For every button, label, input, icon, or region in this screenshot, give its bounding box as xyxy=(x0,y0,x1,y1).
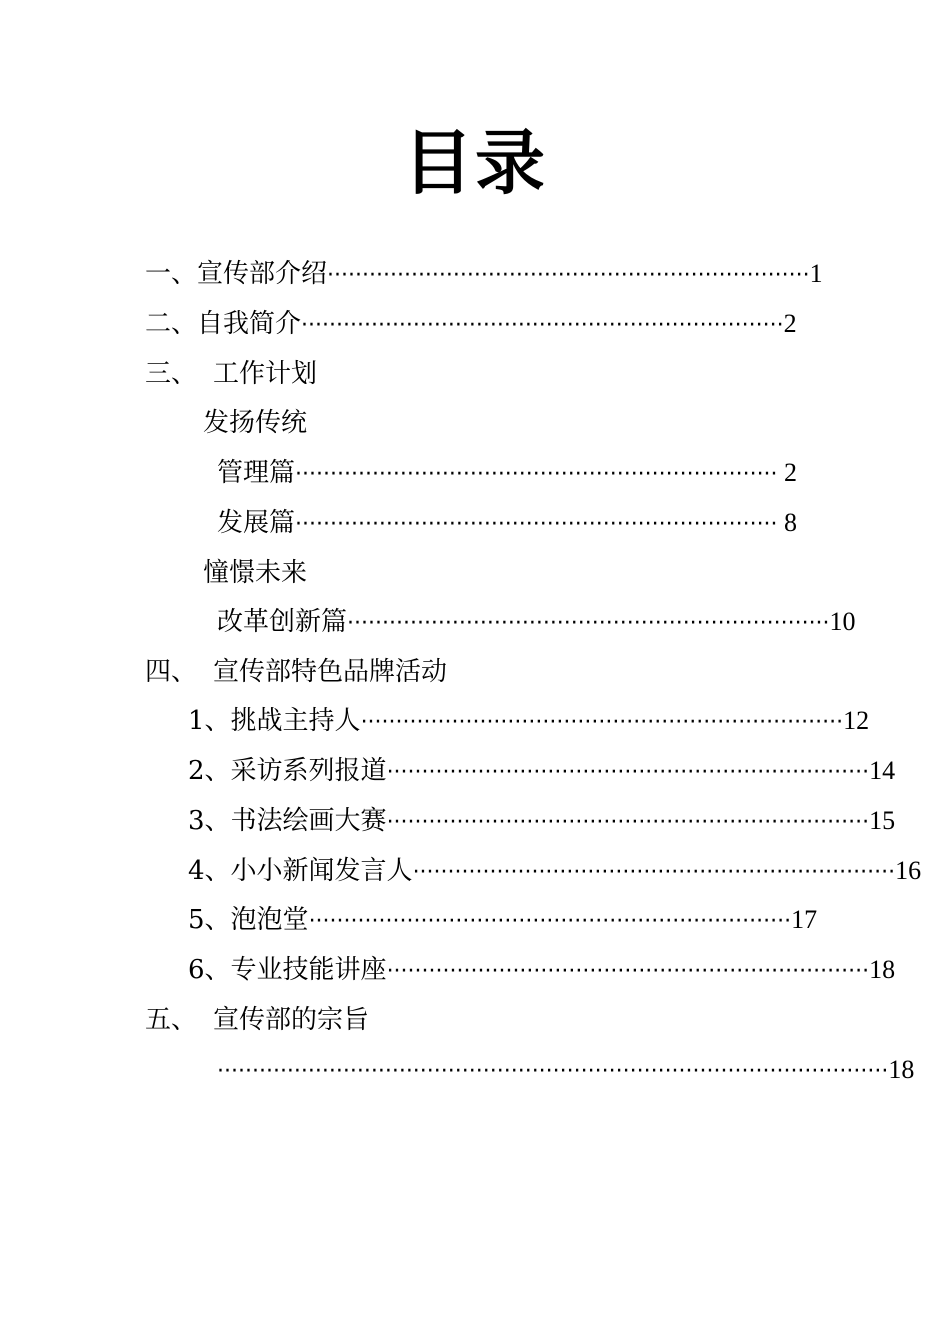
toc-entry[interactable] xyxy=(188,753,896,789)
toc-number: 6、 xyxy=(188,955,231,985)
toc-entry[interactable] xyxy=(188,853,922,889)
toc-page-number: 18 xyxy=(888,1055,915,1084)
toc-leader-dots: ····································································· xyxy=(386,959,870,984)
toc-leader-dots: ····································································· xyxy=(386,760,870,785)
toc-label: 改革创新篇 xyxy=(217,607,348,637)
toc-page-number: 16 xyxy=(895,856,922,885)
toc-number: 2、 xyxy=(188,756,231,786)
toc-entry[interactable] xyxy=(217,1052,915,1088)
page-title: 目录 xyxy=(403,121,547,204)
toc-leader-dots: ····································································· xyxy=(347,611,830,636)
toc-label: 工作计划 xyxy=(213,359,318,389)
toc-leader-dots: ····································································· xyxy=(412,860,896,885)
toc-label: 宣传部特色品牌活动 xyxy=(213,657,448,687)
toc-leader-dots: ····································································· xyxy=(301,313,784,338)
toc-page-number: 8 xyxy=(777,508,798,537)
toc-label: 宣传部的宗旨 xyxy=(213,1005,370,1035)
toc-label: 发展篇 xyxy=(217,508,296,538)
toc-entry[interactable] xyxy=(217,455,798,491)
toc-subheading[interactable] xyxy=(203,555,503,591)
toc-page-number: 17 xyxy=(791,905,818,934)
toc-entry[interactable] xyxy=(188,703,870,739)
toc-leader-dots: ····································································· xyxy=(327,263,810,288)
toc-subheading[interactable] xyxy=(203,405,503,441)
toc-entry[interactable] xyxy=(217,505,798,541)
toc-label: 小小新闻发言人 xyxy=(230,856,413,886)
toc-label: 书法绘画大赛 xyxy=(230,806,387,836)
toc-label: 挑战主持人 xyxy=(230,706,361,736)
toc-page-number: 2 xyxy=(777,458,798,487)
toc-number: 五、 xyxy=(145,1005,198,1035)
toc-label: 发扬传统 xyxy=(203,408,308,438)
toc-page-number: 14 xyxy=(869,756,896,785)
toc-page-number: 15 xyxy=(869,806,896,835)
toc-number: 4、 xyxy=(188,856,231,886)
toc-leader-dots: ····································································· xyxy=(295,512,778,537)
toc-entry[interactable] xyxy=(188,902,818,938)
toc-entry[interactable] xyxy=(188,803,896,839)
toc-label: 憧憬未来 xyxy=(203,558,308,588)
toc-page-number: 12 xyxy=(843,706,870,735)
toc-heading[interactable] xyxy=(145,1002,645,1038)
toc-entry[interactable] xyxy=(145,256,823,292)
toc-label: 采访系列报道 xyxy=(230,756,387,786)
toc-number: 二、 xyxy=(145,309,198,339)
toc-label: 专业技能讲座 xyxy=(230,955,387,985)
toc-label: 管理篇 xyxy=(217,458,296,488)
toc-number: 一、 xyxy=(145,259,198,289)
toc-heading[interactable] xyxy=(145,654,645,690)
toc-leader-dots: ····································································· xyxy=(360,710,844,735)
toc-leader-dots: ································································································ xyxy=(217,1059,889,1084)
toc-number: 3、 xyxy=(188,806,231,836)
toc-leader-dots: ····································································· xyxy=(308,909,792,934)
toc-number: 三、 xyxy=(145,359,198,389)
toc-entry[interactable] xyxy=(217,604,856,640)
toc-leader-dots: ····································································· xyxy=(295,462,778,487)
toc-number: 1、 xyxy=(188,706,231,736)
toc-number: 四、 xyxy=(145,657,198,687)
toc-page-number: 10 xyxy=(829,607,856,636)
toc-page-number: 1 xyxy=(809,259,823,288)
toc-heading[interactable] xyxy=(145,356,545,392)
toc-label: 自我简介 xyxy=(197,309,302,339)
toc-leader-dots: ····································································· xyxy=(386,810,870,835)
toc-entry[interactable] xyxy=(145,306,797,342)
toc-page-number: 18 xyxy=(869,955,896,984)
toc-label: 泡泡堂 xyxy=(230,905,309,935)
toc-number: 5、 xyxy=(188,905,231,935)
toc-label: 宣传部介绍 xyxy=(197,259,328,289)
toc-entry[interactable] xyxy=(188,952,896,988)
toc-page-number: 2 xyxy=(783,309,797,338)
